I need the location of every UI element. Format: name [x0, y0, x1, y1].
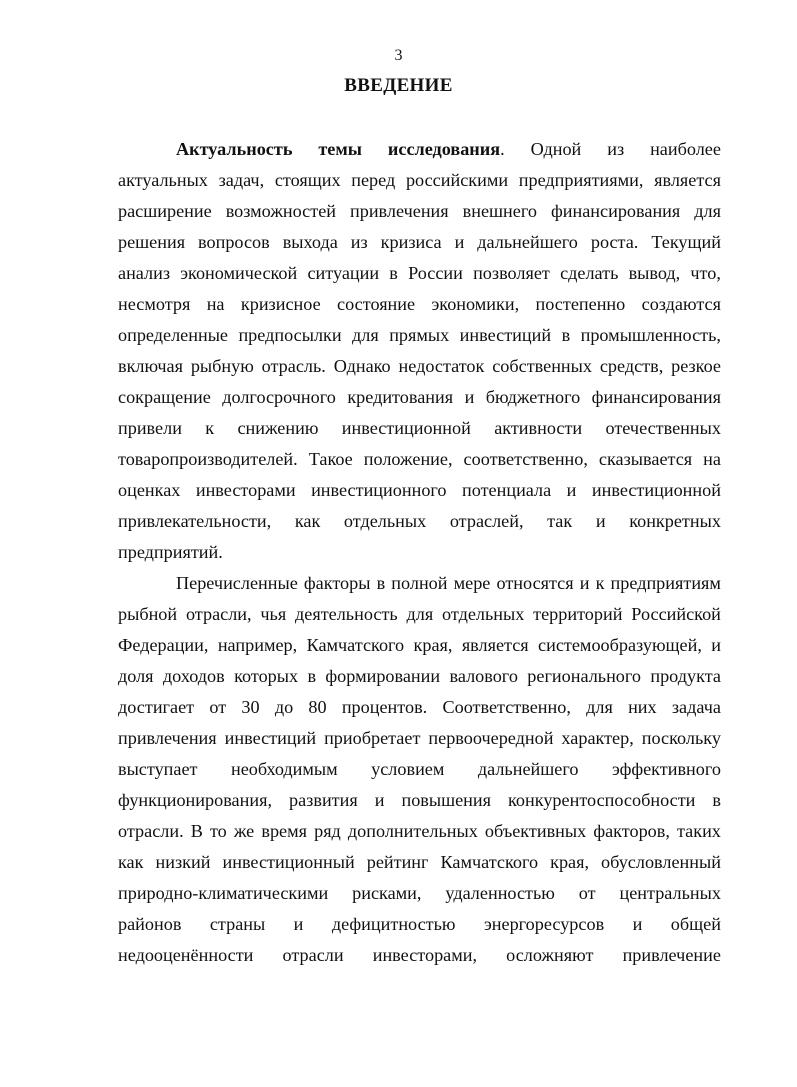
word: сказывается [598, 449, 693, 469]
text-line: предприятий. [118, 542, 223, 562]
word: Федерации, [118, 635, 209, 655]
word: общей [670, 914, 721, 934]
word: развития [289, 790, 358, 810]
word: недооценённости [118, 945, 254, 965]
word: товаропроизводителей. [118, 449, 298, 469]
word: и [374, 790, 385, 810]
word: привлекательности, [118, 511, 272, 531]
text-line [118, 754, 721, 785]
word: которых [234, 666, 299, 686]
page-number: 3 [394, 47, 403, 64]
word: удаленностью [445, 883, 555, 903]
word: повышения [401, 790, 492, 810]
word: несмотря [118, 294, 191, 314]
word: отдельных [442, 604, 525, 624]
word: для [352, 325, 379, 345]
word: экономической [180, 263, 298, 283]
word: отрасли, [185, 604, 252, 624]
word: факторы [303, 573, 371, 593]
word: из [607, 139, 625, 159]
word: факторов, [593, 821, 670, 841]
word: рыбной [118, 604, 178, 624]
word: страны [209, 914, 266, 934]
word: из [350, 232, 368, 252]
word: оценках [118, 480, 181, 500]
word: края, [413, 635, 453, 655]
word: соответственно, [463, 449, 588, 469]
word: отдельных [343, 511, 427, 531]
word: Камчатского [306, 635, 405, 655]
word: дополнительных [347, 821, 478, 841]
word: достигает [118, 697, 195, 717]
word: ситуации [307, 263, 380, 283]
word: инвестиционного [311, 480, 447, 500]
word: Одной [530, 139, 582, 159]
word: отечественных [605, 418, 721, 438]
word: и [454, 232, 465, 252]
word: положение, [363, 449, 453, 469]
word: валового [449, 666, 518, 686]
word: Российской [631, 604, 721, 624]
word: В [190, 821, 203, 841]
word: края, [550, 852, 590, 872]
body-text [118, 134, 721, 971]
word: ряд [314, 821, 341, 841]
word: что, [690, 263, 721, 283]
word: к [205, 418, 215, 438]
word: кредитования [347, 387, 454, 407]
word: задач, [218, 170, 265, 190]
text-line [118, 785, 721, 816]
word: например, [217, 635, 298, 655]
word: привели [118, 418, 182, 438]
word: долгосрочного [222, 387, 336, 407]
word: инвестиционной [341, 418, 471, 438]
word: определенные [118, 325, 228, 345]
word: таких [676, 821, 721, 841]
text-line [118, 196, 721, 227]
word: деятельность [295, 604, 398, 624]
word: внешнего [462, 201, 537, 221]
text-line [118, 444, 721, 475]
text-line [118, 816, 721, 847]
word: выхода [282, 232, 338, 252]
word: сделать [560, 263, 619, 283]
text-line [118, 413, 721, 444]
word: стоящих [274, 170, 341, 190]
bold-word: темы [318, 139, 362, 159]
word: центральных [619, 883, 721, 903]
word: вывод, [628, 263, 681, 283]
text-line [118, 351, 721, 382]
text-line [118, 630, 721, 661]
word: постепенно [535, 294, 626, 314]
word: сокращение [118, 387, 211, 407]
word: условием [371, 759, 445, 779]
text-line [118, 692, 721, 723]
word: и [579, 573, 590, 593]
text-line [118, 134, 721, 165]
word: инвестиционной [591, 480, 721, 500]
word: осложняют [506, 945, 594, 965]
text-line [118, 227, 721, 258]
word: в [389, 263, 398, 283]
word: анализ [118, 263, 171, 283]
word: Соответственно, [442, 697, 571, 717]
text-line [118, 258, 721, 289]
word: как [118, 852, 144, 872]
word: до [274, 697, 294, 717]
word: является [461, 635, 529, 655]
text-line [118, 661, 721, 692]
word: в [376, 573, 386, 593]
word: Камчатского [440, 852, 539, 872]
word: создаются [641, 294, 721, 314]
word: районов [118, 914, 182, 934]
word: и [711, 635, 721, 655]
text-line [118, 723, 721, 754]
word: доля [118, 666, 154, 686]
text-line [118, 382, 721, 413]
text-line [118, 320, 721, 351]
word: инвестиционный [222, 852, 355, 872]
word: в [561, 325, 571, 345]
word: обусловленный [601, 852, 721, 872]
word: в [712, 790, 721, 810]
word: позволяет [473, 263, 550, 283]
word: роста. [590, 232, 639, 252]
word: для [586, 697, 613, 717]
word: Текущий [651, 232, 721, 252]
word: задача [671, 697, 721, 717]
word: к [595, 573, 605, 593]
word: них [628, 697, 657, 717]
word: включая [118, 356, 183, 376]
word: же [233, 821, 255, 841]
word: и [293, 914, 304, 934]
word: системообразующей, [538, 635, 702, 655]
word: мере [453, 573, 491, 593]
word: инвесторами [195, 480, 296, 500]
text-line [118, 165, 721, 196]
word: инвестиций [224, 728, 317, 748]
word: финансирования [591, 387, 721, 407]
word: резкое [671, 356, 721, 376]
word: для [406, 604, 434, 624]
word: доходов [162, 666, 225, 686]
word: территорий [533, 604, 623, 624]
text-line [118, 847, 721, 878]
word: российскими [405, 170, 509, 190]
text-line [118, 909, 721, 940]
word: активности [494, 418, 583, 438]
word: предпосылки [238, 325, 342, 345]
word: прямых [389, 325, 450, 345]
bold-word: исследования [387, 139, 501, 159]
word: расширение [118, 201, 212, 221]
word: и [464, 387, 475, 407]
word: 30 [241, 697, 260, 717]
word: от [578, 883, 596, 903]
word: предприятиям [610, 573, 721, 593]
word: промышленность, [580, 325, 721, 345]
text-line [118, 568, 721, 599]
word: привлечения [118, 728, 217, 748]
word: как [294, 511, 321, 531]
word: продукта [650, 666, 721, 686]
word: России [408, 263, 463, 283]
word: наиболее [650, 139, 721, 159]
word: предприятиями, [518, 170, 644, 190]
word: для [694, 201, 721, 221]
text-line [118, 289, 721, 320]
word: Перечисленные [176, 573, 298, 593]
word: так [547, 511, 573, 531]
word: инвесторами, [372, 945, 478, 965]
word-group [388, 134, 505, 165]
word: снижению [237, 418, 319, 438]
word: рейтинг [366, 852, 429, 872]
word: является [654, 170, 721, 190]
word: собственных [492, 356, 592, 376]
word: дефицитностью [331, 914, 456, 934]
word: поскольку [641, 728, 721, 748]
text-line [118, 475, 721, 506]
word: регионального [527, 666, 641, 686]
word: то [209, 821, 227, 841]
word: 80 [308, 697, 327, 717]
word: эффективного [611, 759, 721, 779]
word: в [307, 666, 317, 686]
word: перед [351, 170, 396, 190]
word: на [703, 449, 721, 469]
word: дальнейшего [477, 232, 578, 252]
text-line [118, 506, 721, 537]
page-title: ВВЕДЕНИЕ [344, 75, 453, 96]
word: решения [118, 232, 186, 252]
word: конкретных [629, 511, 721, 531]
word: рыбную [190, 356, 254, 376]
word: состояние [337, 294, 416, 314]
word: отрасли [282, 945, 344, 965]
word: приобретает [324, 728, 421, 748]
word: актуальных [118, 170, 208, 190]
word: недостаток [398, 356, 485, 376]
word: отрасль. [261, 356, 326, 376]
word: финансирования [550, 201, 681, 221]
word: бюджетного [485, 387, 581, 407]
word: относятся [496, 573, 574, 593]
word: энергоресурсов [483, 914, 605, 934]
word: на [206, 294, 225, 314]
word: привлечения [350, 201, 449, 221]
word: потенциала [462, 480, 552, 500]
word: вопросов [198, 232, 270, 252]
text-line [118, 878, 721, 909]
word: возможностей [225, 201, 336, 221]
word: объективных [484, 821, 587, 841]
word: дальнейшего [477, 759, 579, 779]
word: . [500, 139, 505, 159]
word: от [209, 697, 227, 717]
word: Такое [308, 449, 353, 469]
word: привлечение [622, 945, 721, 965]
word: кризисное [240, 294, 321, 314]
text-line [118, 599, 721, 630]
word: рисками, [352, 883, 422, 903]
word: процентов. [341, 697, 428, 717]
text-line [118, 940, 721, 971]
bold-word: Актуальность [176, 139, 293, 159]
word: инвестиций [459, 325, 552, 345]
word: полной [391, 573, 448, 593]
word: природно-климатическими [118, 883, 329, 903]
word: отрасли. [118, 821, 184, 841]
word: выступает [118, 759, 198, 779]
word: характер, [561, 728, 634, 748]
word: и [595, 511, 606, 531]
word: и [632, 914, 643, 934]
word: низкий [155, 852, 211, 872]
word: первоочередной [428, 728, 554, 748]
word: экономики, [431, 294, 520, 314]
word: необходимым [231, 759, 338, 779]
word: кризиса [380, 232, 442, 252]
word: отраслей, [449, 511, 524, 531]
word: время [261, 821, 307, 841]
word: Однако [333, 356, 391, 376]
word: и [566, 480, 577, 500]
word: функционирования, [118, 790, 273, 810]
word: чья [260, 604, 287, 624]
word: средств, [599, 356, 664, 376]
word: конкурентоспособности [508, 790, 696, 810]
word: формировании [325, 666, 441, 686]
